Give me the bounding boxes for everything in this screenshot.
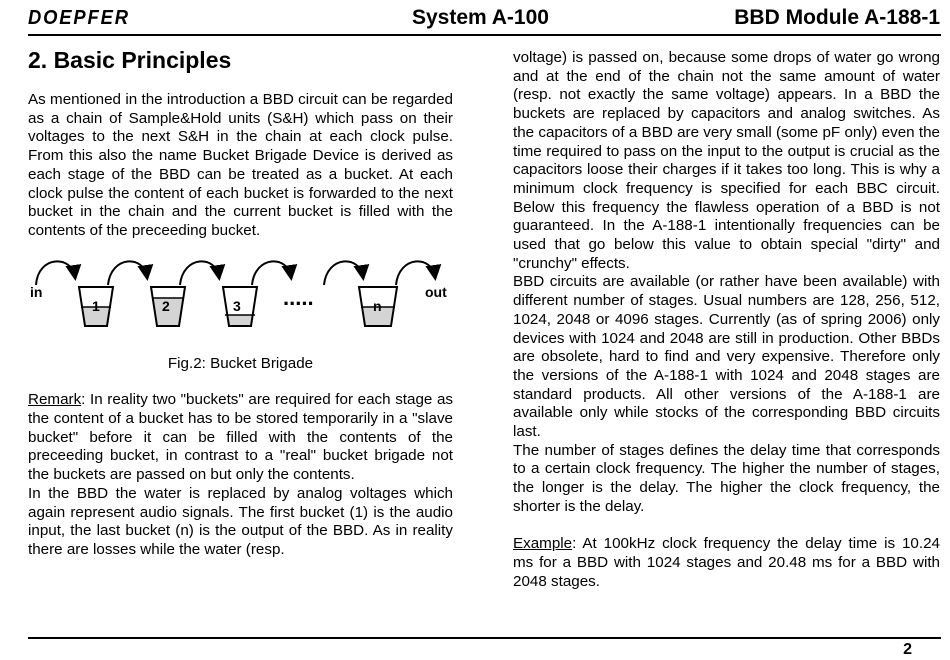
arrow-in: [36, 261, 75, 285]
section-heading: 2. Basic Principles: [28, 47, 232, 73]
header-rule: [28, 34, 941, 36]
remark-paragraph: [28, 391, 453, 485]
arrow-1-2: [108, 261, 147, 285]
example-label: Example: [513, 535, 573, 553]
page-header: [28, 6, 940, 32]
right-column: [513, 49, 940, 591]
module-title: BBD Module A-188-1: [734, 6, 940, 29]
bucket-brigade-diagram: [28, 259, 453, 345]
figure-caption: Fig.2: Bucket Brigade: [167, 354, 314, 372]
bucket-1-label: 1: [92, 297, 100, 314]
ellipsis-dots: .....: [283, 284, 314, 310]
out-label: out: [425, 283, 447, 300]
brand-logo: DOEPFER: [28, 7, 130, 29]
delay-paragraph: The number of stages defines the delay time that corresponds to a certain clock frequency. The higher the number of stages, the longer is the delay. The higher the clock frequency, the shorter is the delay.: [513, 441, 940, 515]
arrow-3-dots: [252, 261, 291, 285]
bucket-2-label: 2: [162, 297, 170, 314]
intro-paragraph: As mentioned in the introduction a BBD circuit can be regarded as a chain of Sample&Hold units (S&H) which pass on their voltages to the next S&H in the chain at each clock pulse. From this also the name Bucket Brigade Device is derived as each stage of the BBD can be treated as a bucket. At each clock pulse the content of each bucket is forwarded to the next bucket in the chain and the current bucket is filled with the contents of the preceeding bucket.: [28, 91, 453, 239]
footer-rule: [28, 637, 941, 639]
arrow-2-3: [180, 261, 219, 285]
system-title: System A-100: [412, 6, 549, 29]
remark-label: Remark: [28, 391, 82, 409]
bbd-water-paragraph: In the BBD the water is replaced by analog voltages which again represent audio signals. The first bucket (1) is the audio input, the last bucket (n) is the output of the BBD. As in reality there are losses while the water (resp.: [28, 484, 453, 558]
paragraph-gap: [513, 517, 940, 536]
bucket-3-label: 3: [233, 297, 241, 314]
example-text: : At 100kHz clock frequency the delay time is 10.24 ms for a BBD with 1024 stages and 20.48 ms for a BBD with 2048 stages.: [513, 535, 940, 590]
left-column: [28, 46, 453, 560]
remark-text: : In reality two "buckets" are required for each stage as the content of a bucket has to be stored temporarily in a "slave bucket" before it can be filled with the contents of the preceeding bucket, in contrast to a "real" bucket brigade not the buckets are passed on but only the contents.: [28, 391, 453, 484]
arrow-out: [396, 261, 435, 285]
bucket-n-label: n: [373, 297, 382, 314]
in-label: in: [30, 283, 43, 300]
page-number: 2: [903, 641, 912, 658]
stages-paragraph: BBD circuits are available (or rather have been available) with different number of stages. Usual numbers are 128, 256, 512, 1024, 2048 or 4096 stages. Currently (as of spring 2006) only devices with 1024 and 2048 are still in production. Other BBDs are obsolete, hard to find and very expensive. Therefore only the versions of the A-188-1 with 1024 and 2048 stages are standard products. All other versions of the A-188-1 are available only while stocks of the corresponding BBD circuits last.: [513, 273, 940, 441]
arrow-dots-n: [324, 261, 363, 285]
example-paragraph: [513, 535, 940, 591]
continuation-paragraph: voltage) is passed on, because some drops of water go wrong and at the end of the chain not the same amount of water (resp. not exactly the same voltage) appears. In a BBD the buckets are replaced by capacitors and analog switches. As the capacitors of a BBD are very small (some pF only) even the time required to pass on the input to the output is crucial as the capacitors loose their charges if it takes too long. This is why a minimum clock frequency is specified for each BBC circuit. Below this frequency the flawless operation of a BBD is not guaranteed. In the A-188-1 intentionally frequencies can be used that go below this value to obtain special "dirty" and "crunchy" effects.: [513, 49, 940, 272]
bucket-brigade-figure: [28, 259, 453, 345]
